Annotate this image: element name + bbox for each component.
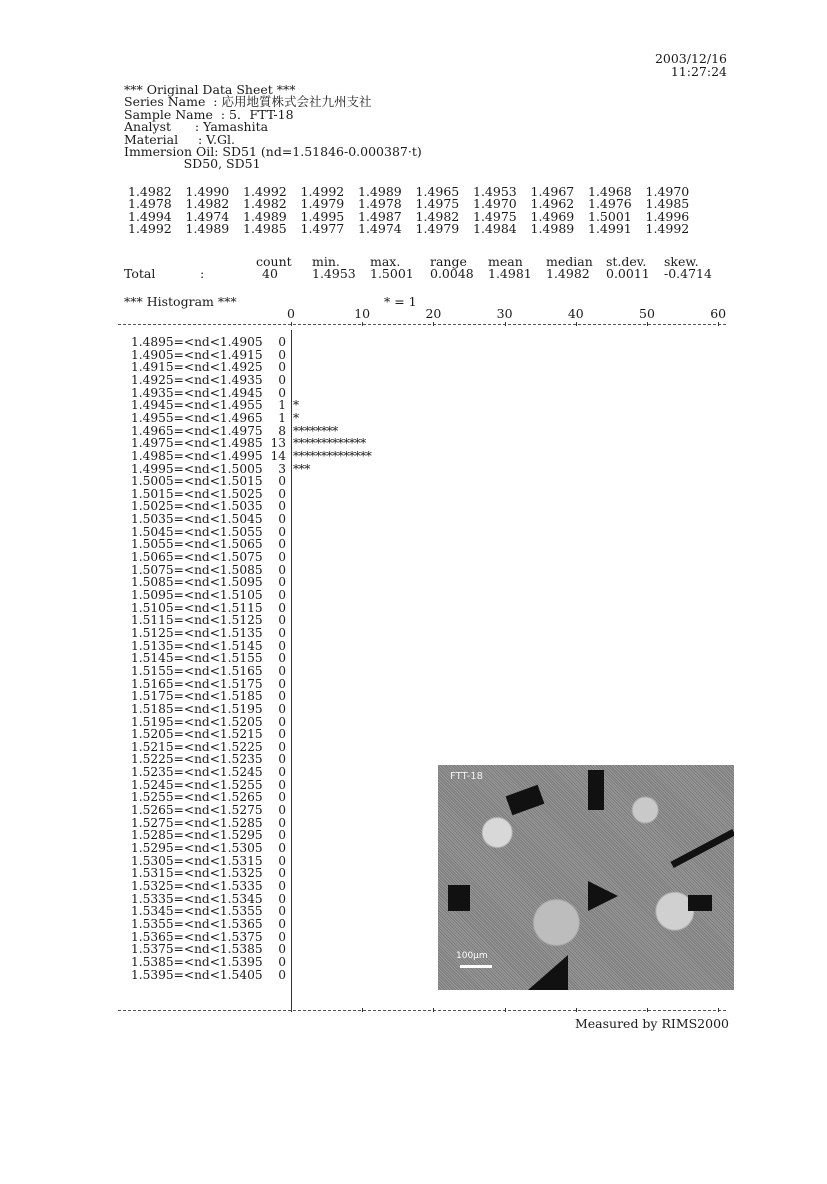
raw-data-cell: 1.4974: [185, 208, 230, 224]
bin-count: 0: [278, 550, 286, 565]
bin-range-label: 1.5355=<nd<1.5365: [131, 916, 263, 931]
bin-count: 0: [278, 562, 286, 577]
bin-count: 0: [278, 360, 286, 375]
axis-tick: [718, 322, 719, 326]
raw-data-cell: 1.4975: [415, 196, 460, 212]
bin-count: 0: [278, 600, 286, 615]
bin-range-label: 1.5265=<nd<1.5275: [131, 803, 263, 818]
bin-range-label: 1.5295=<nd<1.5305: [131, 841, 263, 855]
shard-shape: [588, 770, 604, 810]
axis-tick: [576, 1008, 577, 1012]
histogram-top-axis-line: [118, 324, 726, 325]
axis-tick-label: 10: [354, 306, 371, 321]
bin-range-label: 1.5285=<nd<1.5295: [131, 828, 263, 843]
axis-tick: [718, 1008, 719, 1012]
bin-count: 0: [278, 967, 286, 982]
glass-shard-photomicrograph: [438, 765, 734, 990]
bin-count: 0: [278, 663, 286, 678]
axis-tick: [291, 1008, 292, 1012]
bin-range-label: 1.5245=<nd<1.5255: [131, 777, 263, 792]
stat-value: 0.0048: [430, 266, 474, 281]
raw-data-table: [128, 186, 703, 235]
bin-count: 1: [278, 398, 286, 413]
raw-data-cell: 1.4979: [300, 196, 345, 212]
bin-range-label: 1.5325=<nd<1.5335: [131, 878, 263, 893]
bin-range-label: 1.4915=<nd<1.4925: [131, 360, 263, 375]
bin-count: 0: [278, 790, 286, 805]
raw-data-cell: 1.4982: [243, 196, 287, 212]
bin-range-label: 1.5235=<nd<1.5245: [131, 765, 263, 780]
bin-range-label: 1.5195=<nd<1.5205: [131, 714, 263, 729]
bin-range-label: 1.5125=<nd<1.5135: [131, 625, 263, 640]
raw-data-row: [128, 223, 703, 235]
bin-range-label: 1.5255=<nd<1.5265: [131, 790, 263, 805]
bin-count: 0: [278, 916, 286, 931]
bin-range-label: 1.5025=<nd<1.5035: [131, 499, 263, 514]
raw-data-cell: 1.4982: [128, 184, 172, 199]
bin-bar: *: [293, 398, 299, 413]
bin-range-label: 1.4905=<nd<1.4915: [131, 347, 263, 362]
total-label: Total: [124, 266, 156, 281]
bin-count: 0: [278, 335, 286, 349]
axis-tick-label: 0: [287, 306, 295, 321]
bin-count: 0: [278, 588, 286, 602]
bin-count: 0: [278, 575, 286, 590]
bin-count: 0: [278, 866, 286, 881]
raw-data-cell: 1.4984: [473, 220, 517, 236]
bin-range-label: 1.5145=<nd<1.5155: [131, 651, 263, 666]
photo-label: FTT-18: [450, 771, 484, 782]
axis-tick-label: 30: [496, 306, 513, 321]
axis-tick: [433, 1008, 434, 1012]
bin-range-label: 1.5045=<nd<1.5055: [131, 524, 263, 539]
bin-count: 13: [270, 436, 286, 451]
bin-count: 1: [278, 410, 286, 425]
bin-range-label: 1.4935=<nd<1.4945: [131, 385, 263, 400]
bin-range-label: 1.5335=<nd<1.5345: [131, 891, 263, 906]
bin-count: 0: [278, 929, 286, 944]
axis-tick: [647, 1008, 648, 1012]
raw-data-cell: 1.4992: [300, 184, 345, 199]
stat-header: count: [256, 254, 292, 269]
bin-count: 0: [278, 625, 286, 640]
bin-range-label: 1.5345=<nd<1.5355: [131, 904, 263, 919]
bin-count: 0: [278, 499, 286, 514]
raw-data-cell: 1.4992: [243, 184, 287, 199]
bin-range-label: 1.5095=<nd<1.5105: [131, 588, 263, 602]
bin-count: 0: [278, 486, 286, 501]
bin-range-label: 1.5165=<nd<1.5175: [131, 676, 263, 691]
bin-range-label: 1.4925=<nd<1.4935: [131, 372, 263, 387]
raw-data-cell: 1.4969: [530, 208, 575, 224]
shard-shape: [588, 881, 618, 911]
bin-count: 14: [270, 448, 286, 463]
bin-range-label: 1.5375=<nd<1.5385: [131, 942, 263, 957]
stat-value: 1.4981: [488, 266, 532, 281]
series-label: Series Name :: [124, 94, 222, 110]
raw-data-cell: 1.4989: [358, 184, 402, 199]
stat-header: min.: [312, 254, 340, 269]
bin-count: 0: [278, 613, 286, 628]
bin-count: 0: [278, 651, 286, 666]
axis-tick: [362, 322, 363, 326]
bin-count: 0: [278, 878, 286, 893]
histogram-title: *** Histogram ***: [124, 294, 237, 309]
raw-data-cell: 1.4976: [588, 196, 632, 212]
data-sheet-header: [124, 84, 422, 171]
stat-header: median: [546, 254, 593, 269]
raw-data-cell: 1.4975: [473, 208, 517, 224]
raw-data-cell: 1.4989: [530, 220, 575, 236]
raw-data-cell: 1.4989: [185, 220, 230, 236]
bin-count: 0: [278, 512, 286, 527]
raw-data-cell: 1.4995: [300, 208, 345, 224]
bin-range-label: 1.5365=<nd<1.5375: [131, 929, 263, 944]
bin-range-label: 1.5215=<nd<1.5225: [131, 739, 263, 754]
raw-data-cell: 1.4992: [645, 220, 690, 236]
bin-bar: *: [293, 410, 299, 425]
bin-range-label: 1.4945=<nd<1.4955: [131, 398, 263, 413]
bin-range-label: 1.5005=<nd<1.5015: [131, 474, 263, 489]
total-colon: :: [200, 266, 205, 281]
shard-shape: [670, 829, 734, 868]
shard-shape: [528, 955, 568, 990]
analyst-label: Analyst :: [124, 119, 204, 135]
bin-count: 0: [278, 385, 286, 400]
axis-tick: [647, 322, 648, 326]
raw-data-cell: 1.4979: [415, 220, 460, 236]
bin-range-label: 1.5155=<nd<1.5165: [131, 663, 263, 678]
raw-data-cell: 1.4996: [645, 208, 690, 224]
bin-range-label: 1.5115=<nd<1.5125: [131, 613, 263, 628]
raw-data-cell: 1.4953: [473, 184, 517, 199]
stat-header: st.dev.: [606, 254, 647, 269]
bin-range-label: 1.4965=<nd<1.4975: [131, 423, 263, 438]
histogram-baseline: [291, 330, 292, 1008]
bin-count: 0: [278, 727, 286, 742]
shard-shape: [506, 785, 545, 815]
bin-range-label: 1.4995=<nd<1.5005: [131, 461, 263, 476]
raw-data-cell: 1.4968: [588, 184, 632, 199]
immersion-label: Immersion Oil:: [124, 144, 223, 160]
histogram-bottom-axis-line: [118, 1010, 726, 1011]
time-text: 11:27:24: [670, 64, 727, 79]
bin-count: 0: [278, 954, 286, 969]
bin-count: 0: [278, 689, 286, 704]
bin-count: 0: [278, 524, 286, 539]
axis-tick-label: 50: [639, 306, 655, 321]
raw-data-cell: 1.4991: [588, 220, 632, 236]
bin-range-label: 1.5055=<nd<1.5065: [131, 537, 263, 552]
stat-value: 1.4982: [546, 266, 590, 281]
raw-data-cell: 1.4970: [473, 196, 517, 212]
timestamp: [655, 52, 727, 78]
bin-count: 0: [278, 638, 286, 653]
stat-header: range: [430, 254, 467, 269]
raw-data-cell: 1.4978: [128, 196, 172, 212]
stat-value: 40: [262, 266, 278, 281]
histogram-scale-note: * = 1: [384, 294, 417, 309]
bin-count: 0: [278, 537, 286, 552]
bin-range-label: 1.4895=<nd<1.4905: [131, 335, 263, 349]
stat-value: 1.5001: [370, 266, 414, 281]
material-label: Material :: [124, 131, 207, 147]
bin-count: 0: [278, 676, 286, 691]
bin-range-label: 1.5205=<nd<1.5215: [131, 727, 263, 742]
sample-value: 5．FTT-18: [229, 106, 294, 122]
bin-count: 0: [278, 803, 286, 818]
bin-count: 0: [278, 815, 286, 830]
bin-count: 0: [278, 904, 286, 919]
stat-header: max.: [370, 254, 401, 269]
bin-range-label: 1.5225=<nd<1.5235: [131, 752, 263, 767]
bin-range-label: 1.5135=<nd<1.5145: [131, 638, 263, 653]
axis-tick: [362, 1008, 363, 1012]
bin-count: 0: [278, 891, 286, 906]
bin-range-label: 1.5385=<nd<1.5395: [131, 954, 263, 969]
bin-count: 3: [278, 461, 286, 476]
axis-tick: [291, 322, 292, 326]
axis-tick-label: 20: [425, 306, 442, 321]
bin-count: 0: [278, 752, 286, 767]
axis-tick: [505, 1008, 506, 1012]
raw-data-cell: 1.4967: [530, 184, 575, 199]
sheet-title: *** Original Data Sheet ***: [124, 82, 296, 97]
axis-tick-label: 40: [567, 306, 584, 321]
bin-range-label: 1.5035=<nd<1.5045: [131, 512, 263, 527]
raw-data-cell: 1.5001: [588, 208, 632, 224]
raw-data-cell: 1.4965: [415, 184, 460, 199]
stat-header: skew.: [664, 254, 699, 269]
bin-count: 0: [278, 474, 286, 489]
bin-bar: *************: [293, 436, 366, 451]
bin-range-label: 1.4955=<nd<1.4965: [131, 410, 263, 425]
raw-data-cell: 1.4977: [300, 220, 345, 236]
bin-count: 0: [278, 942, 286, 957]
sample-label: Sample Name :: [124, 106, 230, 122]
raw-data-cell: 1.4994: [128, 208, 172, 224]
bin-bar: ********: [293, 423, 338, 438]
scale-bar: [460, 965, 492, 968]
bin-count: 0: [278, 841, 286, 855]
date-text: 2003/12/16: [654, 51, 727, 66]
stat-value: 0.0011: [606, 266, 650, 281]
bin-count: 0: [278, 853, 286, 868]
shard-shape: [448, 885, 470, 911]
bin-range-label: 1.4985=<nd<1.4995: [131, 448, 263, 463]
bin-range-label: 1.5305=<nd<1.5315: [131, 853, 263, 868]
measured-by-footer: Measured by RIMS2000: [574, 1016, 729, 1031]
stat-value: -0.4714: [664, 266, 712, 281]
shard-shape: [688, 895, 712, 911]
raw-data-cell: 1.4970: [645, 184, 690, 199]
immersion-value-2: SD50, SD51: [183, 156, 261, 172]
bin-range-label: 1.5075=<nd<1.5085: [131, 562, 263, 577]
immersion-value: SD51 (nd=1.51846-0.000387·t): [222, 144, 422, 160]
bin-count: 0: [278, 765, 286, 780]
raw-data-cell: 1.4985: [243, 220, 287, 236]
axis-tick: [433, 322, 434, 326]
bin-bar: **************: [293, 448, 372, 463]
stat-value: 1.4953: [312, 266, 356, 281]
bin-count: 0: [278, 739, 286, 754]
raw-data-cell: 1.4962: [530, 196, 575, 212]
scale-bar-label: 100μm: [456, 951, 488, 961]
bin-range-label: 1.4975=<nd<1.4985: [131, 436, 263, 451]
bin-count: 0: [278, 828, 286, 843]
bin-range-label: 1.5085=<nd<1.5095: [131, 575, 263, 590]
raw-data-cell: 1.4987: [358, 208, 402, 224]
bin-range-label: 1.5275=<nd<1.5285: [131, 815, 263, 830]
bin-count: 0: [278, 777, 286, 792]
axis-tick: [576, 322, 577, 326]
bin-count: 0: [278, 347, 286, 362]
bin-range-label: 1.5105=<nd<1.5115: [131, 600, 263, 615]
bin-count: 0: [278, 372, 286, 387]
raw-data-cell: 1.4974: [358, 220, 402, 236]
axis-tick: [505, 322, 506, 326]
stat-header: mean: [488, 254, 523, 269]
raw-data-cell: 1.4982: [415, 208, 460, 224]
series-value: 応用地質株式会社九州支社: [221, 94, 372, 110]
bin-range-label: 1.5065=<nd<1.5075: [131, 550, 263, 565]
bin-range-label: 1.5015=<nd<1.5025: [131, 486, 263, 501]
bin-count: 0: [278, 714, 286, 729]
bin-count: 8: [278, 423, 286, 438]
axis-tick-label: 60: [710, 306, 727, 321]
analyst-value: Yamashita: [203, 119, 269, 135]
bin-range-label: 1.5315=<nd<1.5325: [131, 866, 263, 881]
bin-count: 0: [278, 701, 286, 716]
raw-data-cell: 1.4978: [358, 196, 402, 212]
bin-range-label: 1.5185=<nd<1.5195: [131, 701, 263, 716]
raw-data-cell: 1.4985: [645, 196, 690, 212]
raw-data-cell: 1.4990: [185, 184, 230, 199]
raw-data-cell: 1.4982: [185, 196, 230, 212]
bin-range-label: 1.5175=<nd<1.5185: [131, 689, 263, 704]
raw-data-cell: 1.4992: [128, 220, 172, 236]
raw-data-cell: 1.4989: [243, 208, 287, 224]
bin-bar: ***: [293, 461, 310, 476]
bin-range-label: 1.5395=<nd<1.5405: [131, 967, 263, 982]
material-value: V.Gl.: [206, 131, 235, 147]
